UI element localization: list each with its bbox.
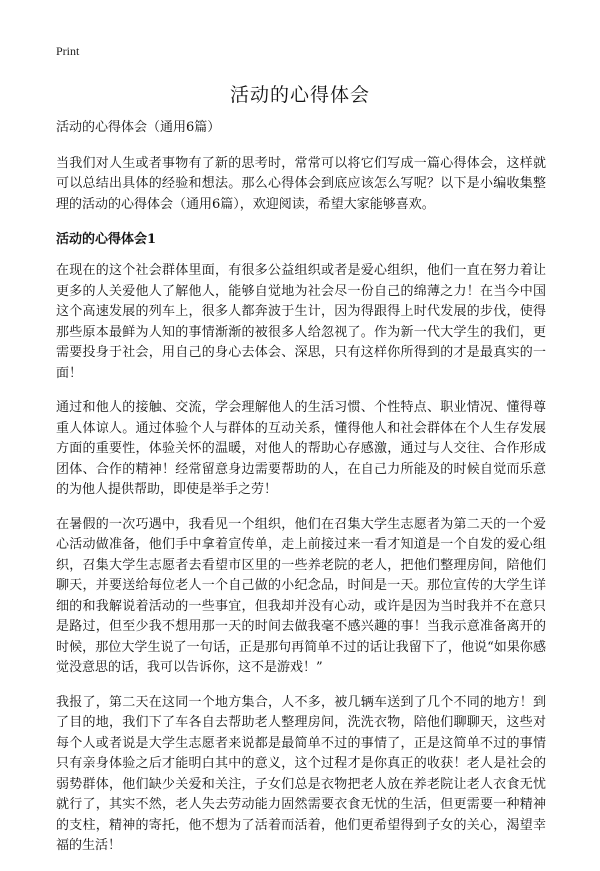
- body-paragraph-1: 在现在的这个社会群体里面，有很多公益组织或者是爱心组织，他们一直在努力着让更多的人关爱他人了解他人，能够自觉地为社会尽一份自己的绵薄之力！在当今中国这个高速发展的列车上，很多人都奔波于生计，因为得跟得上时代发展的步伐，使得那些原本最鲜为人知的事情渐渐的被很多人给忽视了。作为新一代大学生的我们，更需要投身于社会，用自己的身心去体会、深思，只有这样你所得到的才是最真实的一面！: [56, 263, 546, 381]
- page-title: 活动的心得体会: [229, 84, 370, 106]
- body-paragraph-2: 通过和他人的接触、交流，学会理解他人的生活习惯、个性特点、职业情况、懂得尊重人体谅人。通过体验个人与群体的互动关系，懂得他人和社会群体在个人生存发展方面的重要性，体验关怀的温暖，对他人的帮助心存感激，通过与人交往、合作形成团体、合作的精神！经常留意身边需要帮助的人，在自己力所能及的时候自觉而乐意的为他人提供帮助，即使是举手之劳！: [56, 400, 546, 497]
- intro-paragraph: 当我们对人生或者事物有了新的思考时，常常可以将它们写成一篇心得体会，这样就可以总结出具体的经验和想法。那么心得体会到底应该怎么写呢？以下是小编收集整理的活动的心得体会（通用6篇），欢迎阅读，希望大家能够喜欢。: [56, 155, 546, 212]
- document-subtitle: 活动的心得体会（通用6篇）: [56, 120, 221, 135]
- body-paragraph-3: 在暑假的一次巧遇中，我看见一个组织，他们在召集大学生志愿者为第二天的一个爱心活动做准备，他们手中拿着宣传单，走上前接过来一看才知道是一个自发的爱心组织，召集大学生志愿者去看望市区里的一些养老院的老人，把他们整理房间，陪他们聊天，并要送给每位老人一个自己做的小纪念品，时间是一天。那位宣传的大学生详细的和我解说着活动的一些事宜，但我却并没有心动，或许是因为当时我并不在意只是路过，但至少我不想用那一天的时间去做我毫不感兴趣的事！当我示意准备离开的时候，那位大学生说了一句话，正是那句再简单不过的话让我留下了，他说“如果你感觉没意思的话，我可以告诉你，这不是游戏！”: [56, 516, 546, 675]
- article-body: [56, 118, 546, 871]
- section-heading: 活动的心得体会1: [56, 232, 157, 247]
- body-paragraph-4: 我报了，第二天在这同一个地方集合，人不多，被几辆车送到了几个不同的地方！到了目的地，我们下了车各自去帮助老人整理房间，洗洗衣物，陪他们聊聊天，这些对每个人或者说是大学生志愿者来说都是最简单不过的事情了，正是这简单不过的事情只有亲身体验之后才能明白其中的意义，这个过程才是你真正的收获！老人是社会的弱势群体，他们缺少关爱和关注，子女们总是衣物把老人放在养老院让老人衣食无忧就行了，其实不然，老人失去劳动能力固然需要衣食无忧的生活，但更需要一种精神的支柱，精神的寄托，他不想为了活着而活着，他们更希望得到子女的关心，渴望幸福的生活！: [56, 694, 546, 853]
- print-link[interactable]: Print: [56, 44, 80, 58]
